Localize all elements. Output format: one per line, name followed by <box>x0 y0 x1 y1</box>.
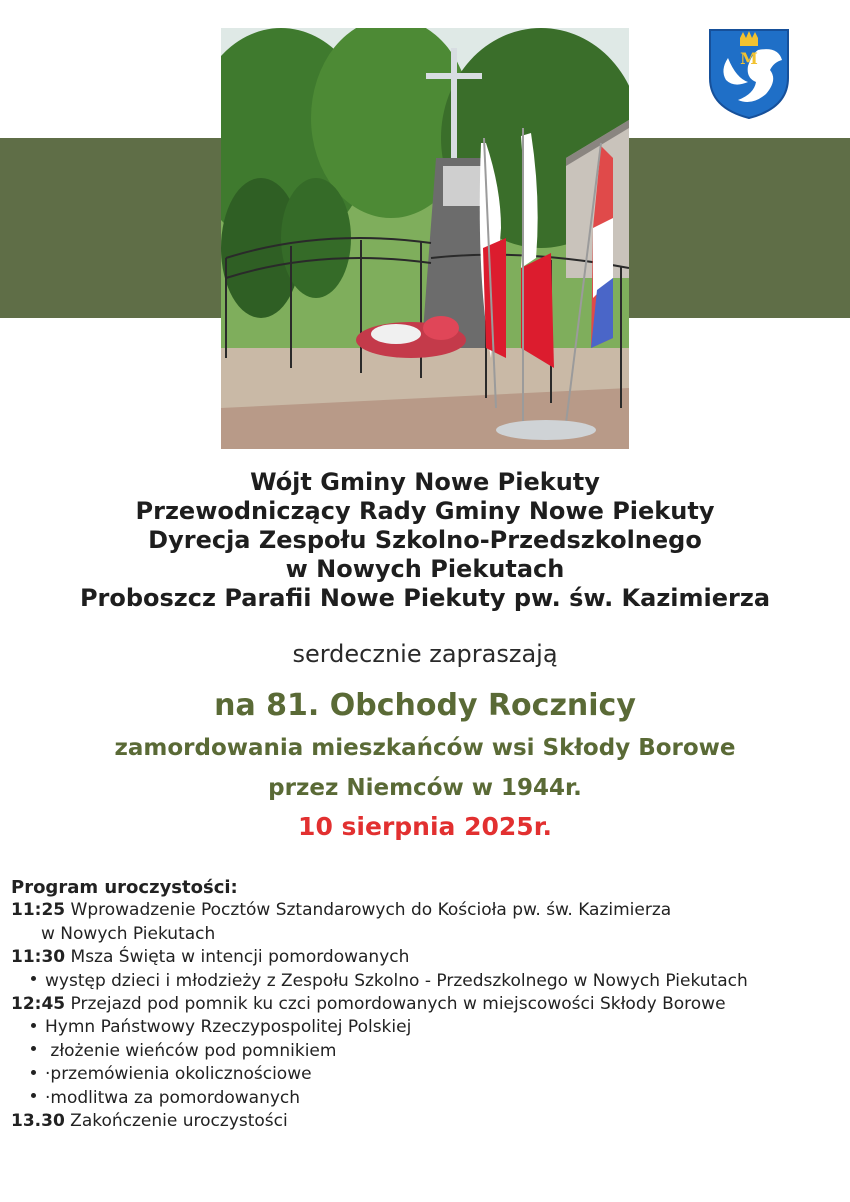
svg-text:M: M <box>740 49 758 68</box>
program-item <box>11 899 841 922</box>
organizer-line: Proboszcz Parafii Nowe Piekuty pw. św. Kazimierza <box>79 584 771 612</box>
program-bullet: złożenie wieńców pod pomnikiem <box>11 1040 841 1063</box>
invite-text: serdecznie zapraszają <box>292 640 558 668</box>
organizers <box>0 468 850 613</box>
event-subtitle-2: przez Niemców w 1944r. <box>268 775 582 801</box>
program-text: Zakończenie uroczystości <box>64 1111 288 1132</box>
program-item <box>11 946 841 969</box>
program-bullet: występ dzieci i młodzieży z Zespołu Szkolno - Przedszkolnego w Nowych Piekutach <box>11 970 841 993</box>
program-time: 11:30 <box>11 947 66 968</box>
event-date: 10 sierpnia 2025r. <box>298 812 552 841</box>
program-time: 11:25 <box>11 900 66 921</box>
memorial-photo <box>221 28 629 449</box>
program-text: Msza Święta w intencji pomordowanych <box>65 947 410 968</box>
program-bullet: ·przemówienia okolicznościowe <box>11 1063 841 1086</box>
program-item <box>11 993 841 1016</box>
memorial-photo-illustration <box>221 28 629 449</box>
program-bullet: Hymn Państwowy Rzeczypospolitej Polskiej <box>11 1016 841 1039</box>
event-title: na 81. Obchody Rocznicy <box>214 688 636 723</box>
organizer-line: Dyrecja Zespołu Szkolno-Przedszkolnego <box>148 526 702 554</box>
program-item-continuation: w Nowych Piekutach <box>41 923 216 944</box>
event-subtitle-1: zamordowania mieszkańców wsi Skłody Borowe <box>114 735 736 761</box>
program-item <box>11 1110 841 1133</box>
program-time: 12:45 <box>11 994 66 1015</box>
municipality-coat-of-arms-icon <box>708 28 790 120</box>
organizer-line: Wójt Gminy Nowe Piekuty <box>250 468 600 496</box>
program <box>11 876 841 1133</box>
program-bullet: ·modlitwa za pomordowanych <box>11 1087 841 1110</box>
program-heading: Program uroczystości: <box>11 877 238 898</box>
organizer-line: w Nowych Piekutach <box>285 555 565 583</box>
organizer-line: Przewodniczący Rady Gminy Nowe Piekuty <box>135 497 715 525</box>
program-time: 13.30 <box>11 1111 65 1132</box>
program-text: Przejazd pod pomnik ku czci pomordowanych w miejscowości Skłody Borowe <box>65 994 726 1015</box>
coat-of-arms <box>708 28 790 120</box>
program-text: Wprowadzenie Pocztów Sztandarowych do Kościoła pw. św. Kazimierza <box>65 900 672 921</box>
